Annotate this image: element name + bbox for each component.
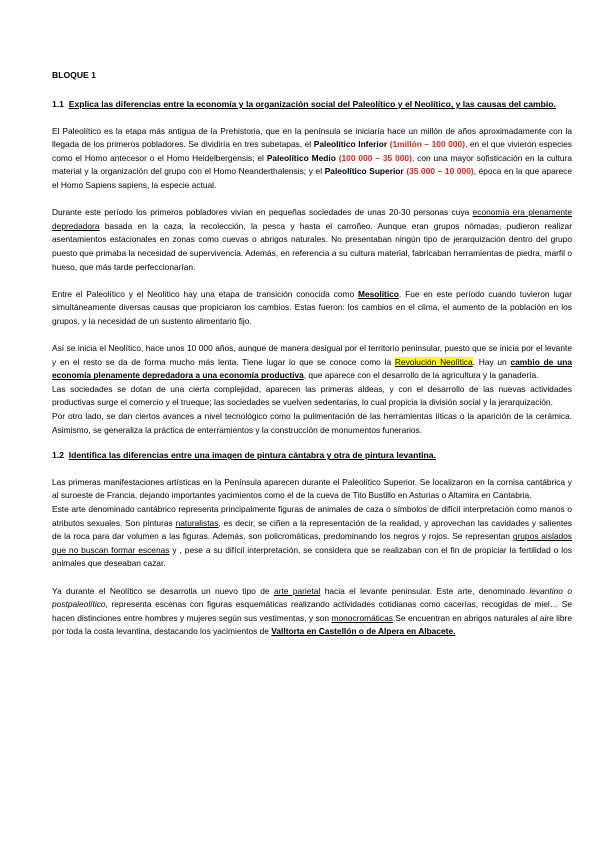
text-run: Durante este período los primeros pobladores vivían en pequeñas sociedades de unas 20-30 personas cuya bbox=[52, 207, 473, 218]
underlined-term: monocromáticas bbox=[331, 612, 393, 623]
section-title: Explica las diferencias entre la economía y la organización social del Paleolítico y el Neolítico, y las causas del cambio. bbox=[68, 99, 556, 109]
text-run: basada en la caza, la recolección, la pesca y hasta el carroñeo. Aunque eran grupos nómadas, pudieron realizar asentamientos estacionales en zonas como cuevas o abrigos naturales. No presentaban ningún tipo de jerarquización dentro del grupo puesto que primaba la necesidad de supervivencia. Además, en referencia a su cultura material, fabricaban herramientas de piedra, marfil o hueso, que más tarde perfeccionarían. bbox=[52, 220, 572, 272]
underlined-term: grupos aislados que no buscan formar escenas bbox=[52, 531, 572, 555]
paragraph-mesolithic bbox=[52, 288, 572, 329]
text-run: . Hay un bbox=[472, 356, 511, 367]
paragraph-cantabrian-art bbox=[52, 503, 572, 571]
text-run: , época en la que aparece el Homo Sapiens sapiens, la especie actual. bbox=[52, 166, 573, 190]
paragraph-neolithic bbox=[52, 342, 572, 383]
section-heading-1-2 bbox=[52, 449, 572, 463]
text-run: y , pese a su difícil interpretación, se considera que se realizaban con el fin de propiciar la fertilidad o los animales que deseaban cazar. bbox=[52, 544, 572, 569]
section-heading-1-1 bbox=[52, 98, 572, 112]
paragraph-cantabrian-intro: Las primeras manifestaciones artísticas en la Península aparecen durante el Paleolítico Superior. Se localizaron en la cornisa cantábrica y al suroeste de Francia, dejando importantes yacimientos como el de la cueva de Tito Bustillo en Asturias o Altamira en Cantabria. bbox=[52, 476, 572, 501]
text-run: , con una mayor sofisticación en la cultura material y la organización del grupo con el Homo Neanderthalensis; y el bbox=[52, 152, 572, 177]
text-run: , que aparece con el desarrollo de la agricultura y la ganadería. bbox=[303, 370, 539, 381]
text-run: . Fue en este período cuando tuvieron lugar simultáneamente diversas causas que propiciaron los cambios. Estas fueron: los cambios en el clima, el aumento de la población en los grupos, y la necesidad de un sustento alimentario fijo. bbox=[52, 288, 572, 326]
paragraph-paleolithic-intro bbox=[52, 125, 572, 193]
date-range: (35 000 – 10 000) bbox=[406, 166, 474, 177]
paragraph-neolithic-technology: Por otro lado, se dan ciertos avances a nivel tecnológico como la pulimentación de las herramientas líticas o la aparición de la cerámica. Asimismo, se generaliza la práctica de enterramientos y la construcción de monumentos funerarios. bbox=[52, 411, 572, 435]
text-run: Entre el Paleolítico y el Neolítico hay una etapa de transición conocida como bbox=[52, 288, 358, 299]
text-run: Ya durante el Neolítico se desarrolla un nuevo tipo de bbox=[52, 585, 274, 596]
date-range: (1millón – 100 000) bbox=[389, 139, 465, 150]
paragraph-levantine-art bbox=[52, 585, 572, 639]
section-title: Identifica las diferencias entre una imagen de pintura cántabra y otra de pintura levantina. bbox=[68, 450, 436, 461]
text-run: Así se inicia el Neolítico, hace unos 10 000 años, aunque de manera desigual por el territorio peninsular, puesto que se inicia por el levante y en el resto se da de forma mucho más lenta. Tiene lugar lo que se conoce como la bbox=[52, 343, 572, 367]
paragraph-neolithic-society: Las sociedades se dotan de una cierta complejidad, aparecen las primeras aldeas, y con el desarrollo de las nuevas actividades productivas surge el comercio y el trueque; las sociedades se vuelven sedentarias, lo cual propicia la división social y la jerarquización. bbox=[52, 383, 572, 408]
term-paleolitico-superior: Paleolítico Superior bbox=[324, 166, 404, 177]
document-page bbox=[52, 70, 572, 639]
date-range: (100 000 – 35 000) bbox=[338, 152, 412, 163]
block-title: BLOQUE 1 bbox=[52, 70, 96, 80]
term-paleolitico-medio: Paleolítico Medio bbox=[266, 152, 336, 163]
term-paleolitico-inferior: Paleolítico Inferior bbox=[313, 139, 388, 150]
text-run: .Se encuentran en abrigos naturales al aire libre por toda la costa levantina, destacando los yacimientos de bbox=[52, 612, 573, 637]
text-run: , es decir, se ciñen a la representación de la realidad, y aprovechan las cavidades y salientes de la roca para dar volumen a las figuras. Además, son policromáticas, predominando los negros y rojos. Se representan bbox=[52, 517, 572, 542]
underlined-term: Valltorta en Castellón o de Alpera en Albacete. bbox=[271, 626, 456, 637]
underlined-term: cambio de una economía plenamente depredadora a una economía productiva bbox=[52, 356, 572, 381]
text-run: hacia el levante peninsular. Este arte, denominado bbox=[320, 585, 530, 596]
italic-term: levantino o postpaleolítico bbox=[52, 585, 572, 610]
text-run: , en el que vivieron especies como el Homo antecesor o el Homo Heidelbergensis; el bbox=[52, 139, 572, 163]
highlighted-term: Revolución Neolítica bbox=[394, 356, 473, 367]
underlined-term: arte parietal bbox=[273, 585, 321, 596]
paragraph-paleolithic-society bbox=[52, 206, 572, 274]
text-run: , representa escenas con figuras esquemáticas realizando actividades cotidianas como cacerías, recogidas de miel… Se hacen distinciones entre hombres y mujeres según sus vestimentas, y son bbox=[52, 599, 572, 623]
text-run: Este arte denominado cantábrico representa principalmente figuras de animales de caza o símbolos de difícil interpretación como manos o atributos sexuales. Son pinturas bbox=[52, 504, 572, 528]
text-run: El Paleolítico es la etapa más antigua de la Prehistoria, que en la península se iniciaría hace un millón de años aproximadamente con la llegada de los primeros pobladores. Se dividiría en tres subetapas, el bbox=[52, 125, 572, 150]
section-number: 1.2 bbox=[52, 450, 64, 461]
underlined-term: economía era plenamente depredadora bbox=[52, 207, 572, 231]
section-number: 1.1 bbox=[52, 99, 64, 109]
underlined-term: naturalistas bbox=[175, 517, 219, 528]
underlined-term: Mesolítico bbox=[357, 288, 399, 299]
